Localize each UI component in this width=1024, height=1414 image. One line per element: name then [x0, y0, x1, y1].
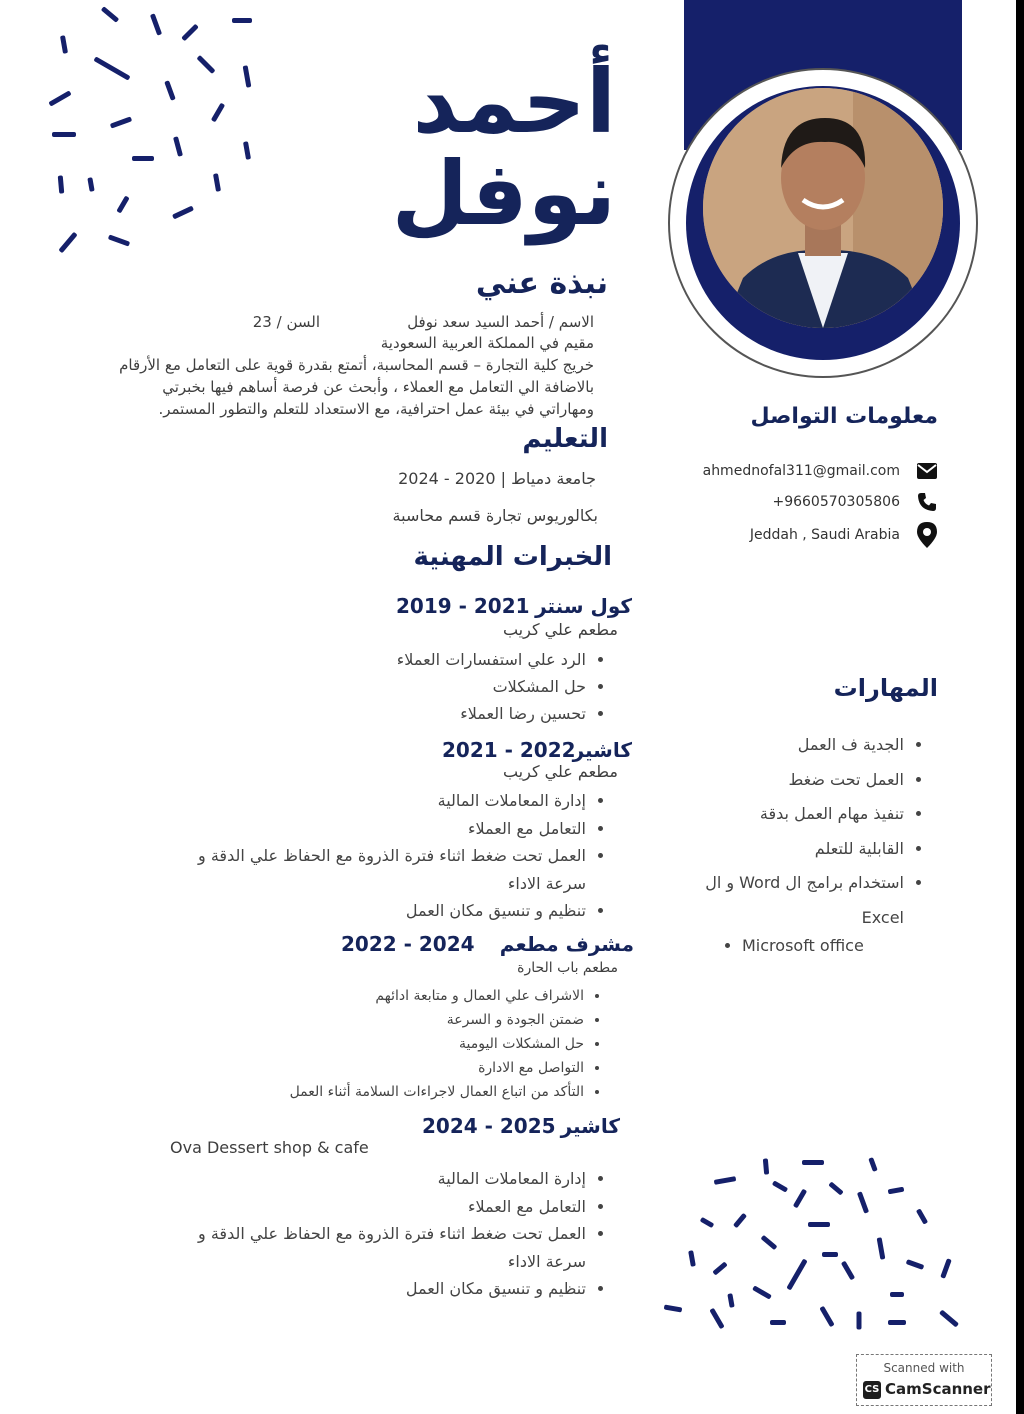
job-1-duty: • حل المشكلات [397, 673, 586, 700]
about-name: الاسم / أحمد السيد سعد نوفل [407, 313, 594, 331]
job-4-period: 2024 - 2025 [422, 1114, 556, 1138]
skill-item: • العمل تحت ضغط [694, 763, 904, 798]
job-3-employer: مطعم باب الحارة [517, 960, 618, 976]
location-pin-icon [914, 524, 940, 546]
about-summary-line-2: بالاضافة الي التعامل مع العملاء ، وأبحث عن فرصة أساهم فيها بخبرتي [162, 378, 594, 396]
job-2-title: كاشير [572, 738, 632, 762]
skills-heading: المهارات [833, 674, 938, 702]
scanner-brand: CamScanner [885, 1380, 991, 1398]
phone-icon [914, 491, 940, 513]
skill-item: • استخدام برامج ال Word و ال Excel [694, 866, 904, 935]
job-1-period: 2019 - 2021 [396, 594, 530, 618]
job-3-duty: • ضمتن الجودة و السرعة [290, 1008, 584, 1032]
job-3-duties [290, 984, 606, 1104]
scanner-watermark [856, 1354, 992, 1406]
name-last: نوفل [391, 142, 616, 245]
job-1-title: كول سنتر [535, 594, 632, 618]
name-first: أحمد [412, 50, 616, 153]
profile-photo [703, 88, 943, 328]
job-2-duty: • تنظيم و تنسيق مكان العمل [198, 897, 586, 925]
education-university: جامعة دمياط | 2020 - 2024 [398, 469, 596, 488]
job-2-duties [198, 787, 608, 925]
job-2-duty: • العمل تحت ضغط اثناء فترة الذروة مع الحفاظ علي الدقة و سرعة الاداء [198, 842, 586, 897]
job-1-employer: مطعم علي كريب [502, 620, 618, 639]
job-3-duty: • التواصل مع الادارة [290, 1056, 584, 1080]
job-4-duty: • تنظيم و تنسيق مكان العمل [198, 1275, 586, 1303]
job-4-employer: Ova Dessert shop & cafe [170, 1138, 369, 1157]
job-4-title: كاشير [560, 1114, 620, 1138]
job-1-duties [397, 646, 608, 727]
about-summary-line-1: خريج كلية التجارة – قسم المحاسبة، أتمتع بقدرة قوية على التعامل مع الأرقام [119, 356, 594, 374]
about-summary-line-3: ومهاراتي في بيئة عمل احترافية، مع الاستعداد للتعلم والتطور المستمر. [158, 400, 594, 418]
job-4-duty: • العمل تحت ضغط اثناء فترة الذروة مع الحفاظ علي الدقة و سرعة الاداء [198, 1220, 586, 1275]
job-4-duty: • إدارة المعاملات المالية [198, 1165, 586, 1193]
skill-item: • الجدية ف العمل [694, 728, 904, 763]
education-degree: بكالوريوس تجارة قسم محاسبة [392, 506, 598, 525]
education-heading: التعليم [522, 424, 608, 454]
contact-phone: +9660570305806 [772, 494, 900, 510]
skills-list [694, 728, 926, 935]
contact-location-row [750, 524, 940, 546]
envelope-icon [914, 460, 940, 482]
job-2-duty: • إدارة المعاملات المالية [198, 787, 586, 815]
skill-item: • تنفيذ مهام العمل بدقة [694, 797, 904, 832]
job-3-title: مشرف مطعم [499, 932, 634, 956]
experience-heading: الخبرات المهنية [413, 542, 612, 572]
skill-item: • القابلية للتعلم [694, 832, 904, 867]
contact-phone-row [772, 491, 940, 513]
contact-email: ahmednofal311@gmail.com [702, 463, 900, 479]
job-4-duties [198, 1165, 608, 1303]
job-1-duty: • تحسين رضا العملاء [397, 700, 586, 727]
job-3-duty: • الاشراف علي العمال و متابعة ادائهم [290, 984, 584, 1008]
skill-extra: • Microsoft office [742, 936, 864, 955]
job-3-period: 2022 - 2024 [341, 932, 475, 956]
job-2-employer: مطعم علي كريب [502, 762, 618, 781]
camscanner-logo-icon: CS [863, 1381, 881, 1399]
about-residence: مقيم في المملكة العربية السعودية [380, 334, 594, 352]
job-1-duty: • الرد علي استفسارات العملاء [397, 646, 586, 673]
contact-email-row [703, 460, 940, 482]
contact-heading: معلومات التواصل [750, 404, 938, 429]
about-age: السن / 23 [252, 313, 320, 331]
job-3-duty: • التأكد من اتباع العمال لاجراءات السلامة أثناء العمل [290, 1080, 584, 1104]
skills-extra-list [722, 936, 864, 955]
job-4-duty: • التعامل مع العملاء [198, 1193, 586, 1221]
about-heading: نبذة عني [475, 266, 608, 301]
contact-location: Jeddah , Saudi Arabia [749, 527, 900, 543]
scanner-caption: Scanned with [883, 1361, 965, 1375]
job-2-duty: • التعامل مع العملاء [198, 815, 586, 843]
job-3-duty: • حل المشكلات اليومية [290, 1032, 584, 1056]
job-2-period: 2021 - 2022 [442, 738, 576, 762]
